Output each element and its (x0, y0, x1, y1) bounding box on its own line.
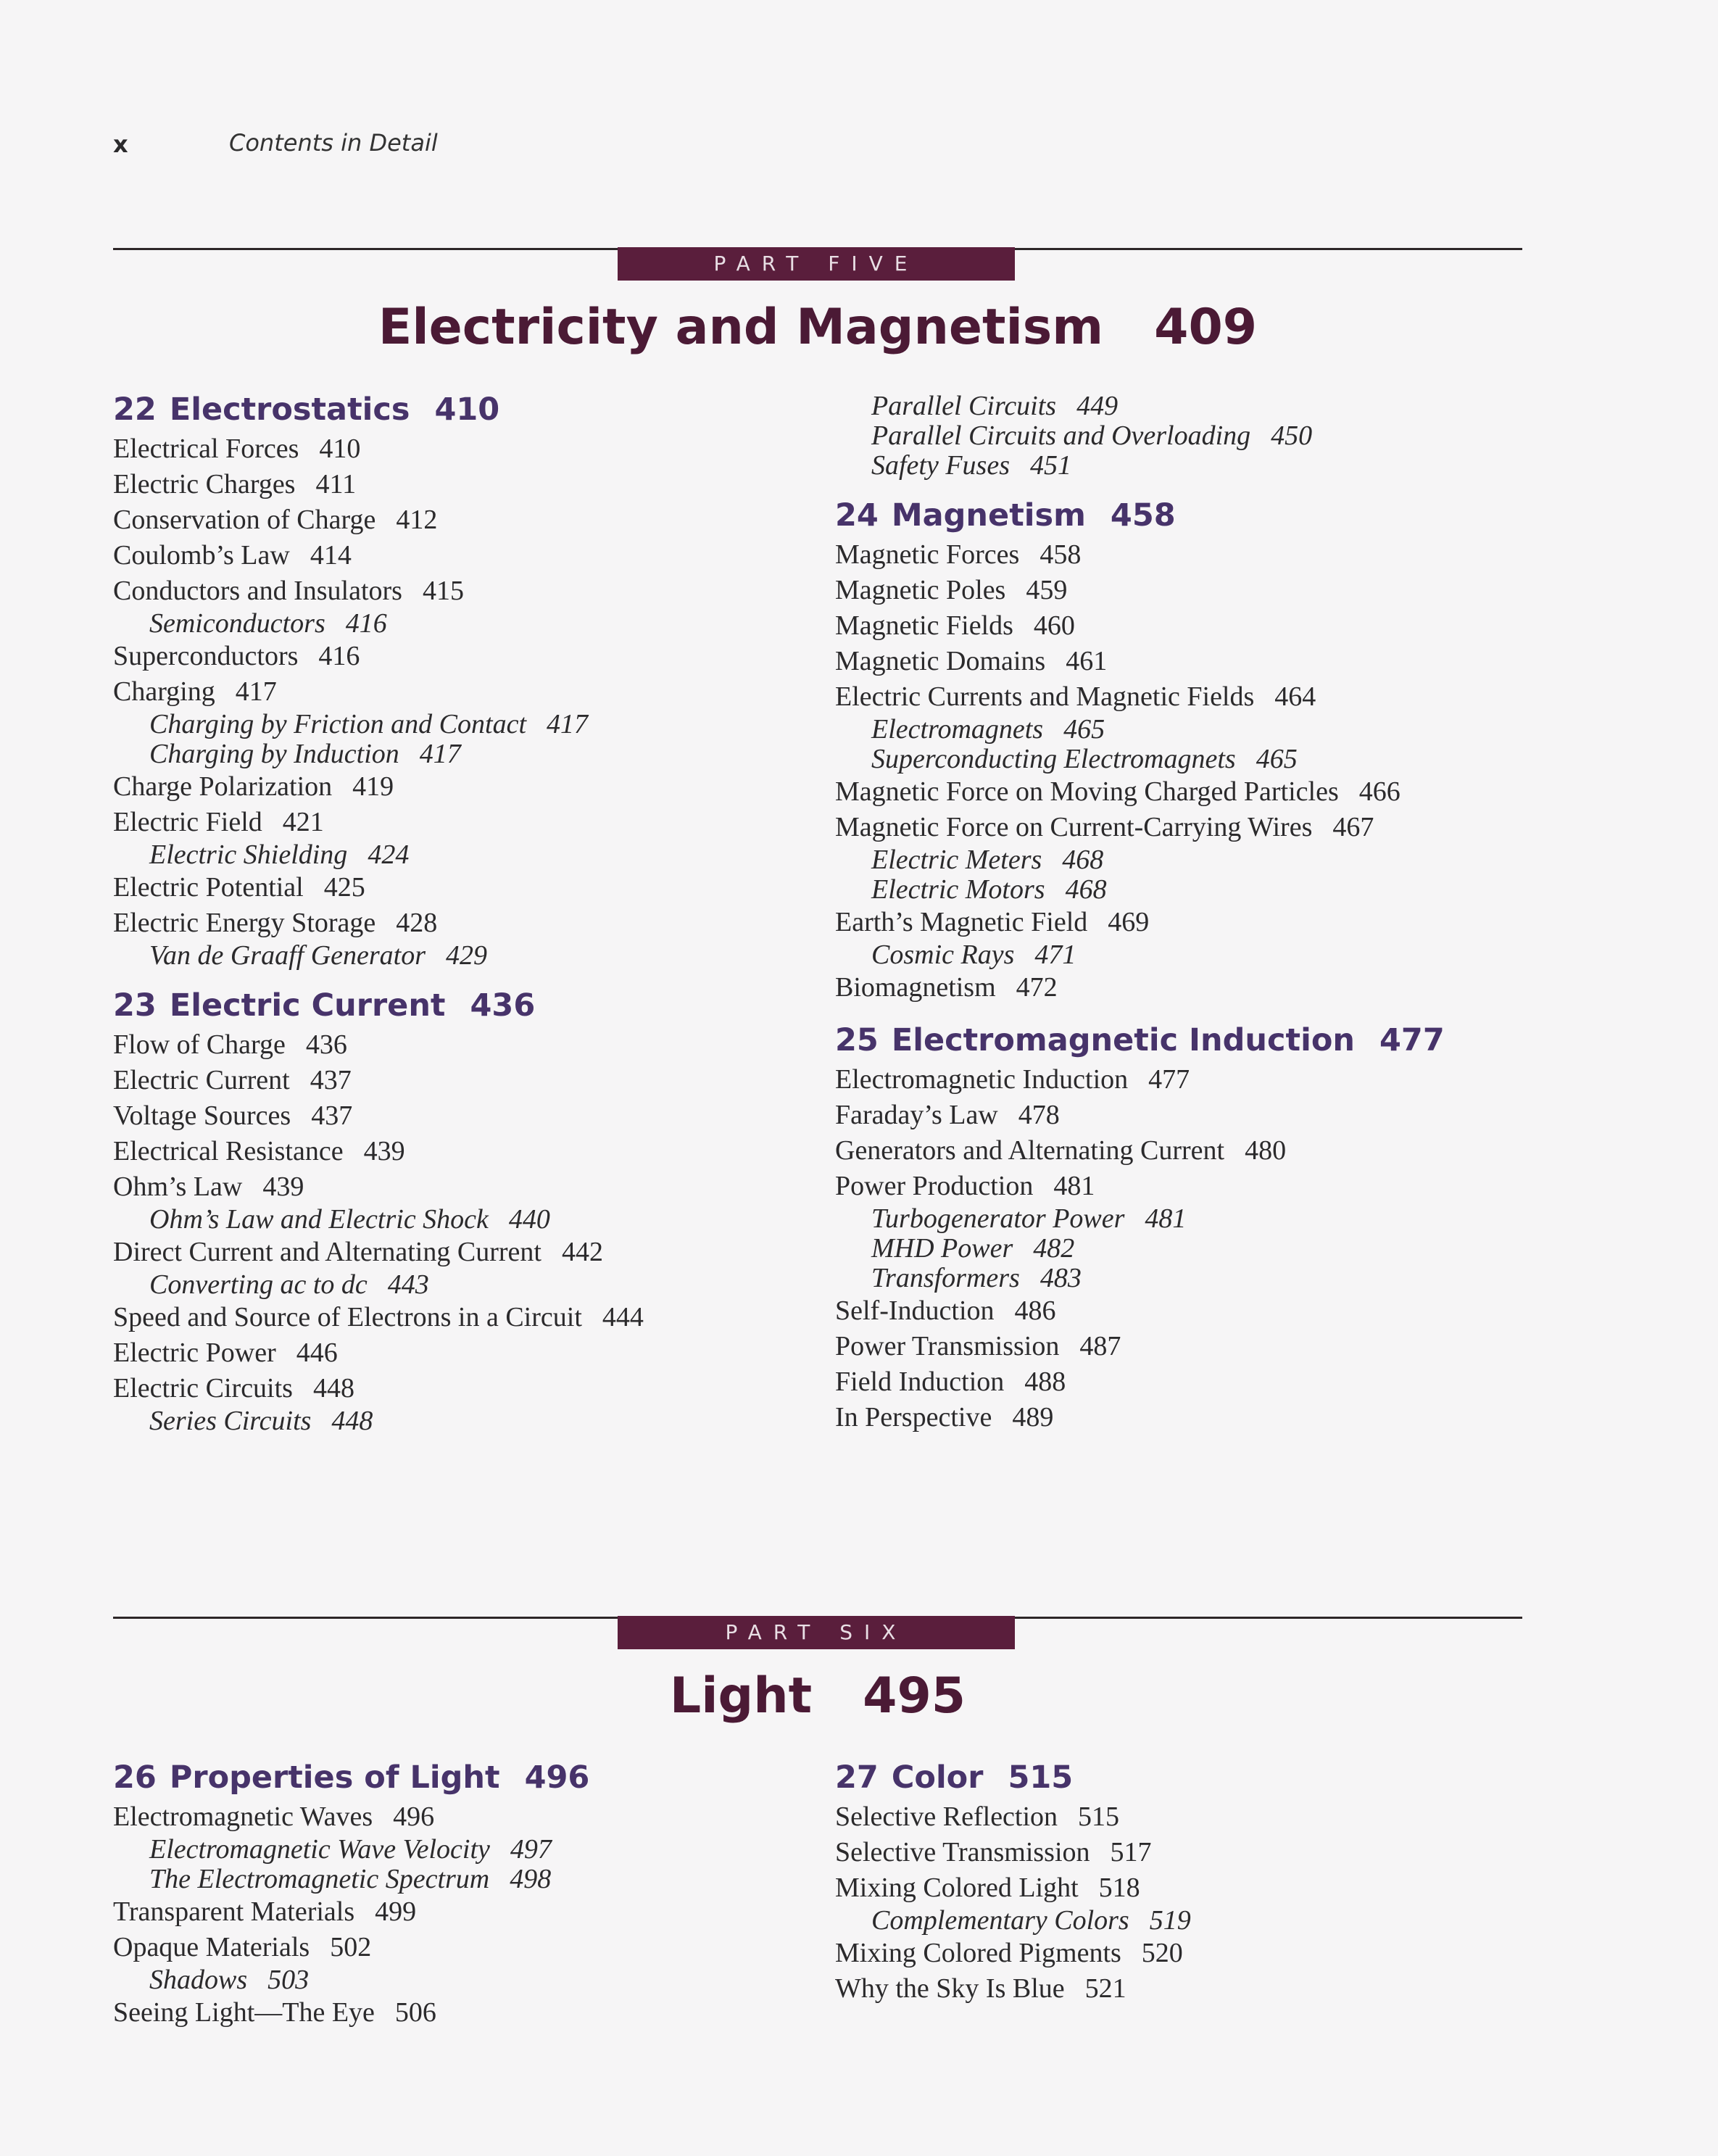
entry-page: 440 (508, 1204, 550, 1235)
chapter-number: 24 (835, 497, 879, 534)
entry-page: 437 (310, 1065, 352, 1095)
entry-page: 417 (419, 739, 461, 769)
entry-title: Superconducting Electromagnets (871, 744, 1236, 774)
entry-page: 414 (310, 540, 352, 571)
entry-title: Self-Induction (835, 1295, 995, 1326)
entry-title: Direct Current and Alternating Current (113, 1237, 541, 1267)
entry-title: Magnetic Domains (835, 646, 1046, 676)
toc-entry (113, 769, 838, 805)
entry-title: Electric Energy Storage (113, 908, 376, 938)
entry-title: Biomagnetism (835, 972, 996, 1003)
entry-page: 519 (1149, 1905, 1191, 1936)
toc-subentry (835, 1234, 1560, 1264)
entry-title: Series Circuits (149, 1406, 312, 1436)
entry-title: Electric Currents and Magnetic Fields (835, 681, 1255, 712)
entry-title: Electric Shielding (149, 839, 348, 870)
entry-title: Electric Current (113, 1065, 290, 1095)
toc-subentry (113, 1205, 838, 1235)
toc-entry (835, 1364, 1560, 1400)
part-title-text: Light (669, 1667, 813, 1725)
entry-page: 425 (323, 872, 365, 903)
entry-page: 446 (296, 1338, 338, 1368)
entry-title: Electromagnets (871, 714, 1044, 745)
entry-title: The Electromagnetic Spectrum (149, 1864, 490, 1894)
toc-subentry (835, 845, 1560, 875)
toc-entry (113, 1098, 838, 1134)
part-five-banner: PART FIVE (618, 247, 1015, 281)
toc-subentry (113, 1865, 838, 1894)
toc-entry (835, 1293, 1560, 1329)
entry-page: 421 (282, 807, 324, 837)
entry-page: 450 (1271, 420, 1313, 451)
entry-title: Charging (113, 676, 215, 707)
toc-entry (113, 1371, 838, 1406)
chapter-number: 26 (113, 1759, 157, 1796)
entry-title: Conservation of Charge (113, 505, 376, 535)
chapter-page: 458 (1110, 497, 1176, 534)
entry-page: 480 (1245, 1135, 1287, 1166)
chapter-heading (113, 388, 838, 431)
part-five-left-column (113, 388, 838, 1436)
toc-entry (835, 1098, 1560, 1133)
entry-title: Voltage Sources (113, 1100, 291, 1131)
entry-page: 458 (1039, 539, 1082, 570)
entry-page: 483 (1039, 1263, 1082, 1293)
toc-entry (113, 1063, 838, 1098)
toc-entry (835, 774, 1560, 810)
entry-page: 482 (1033, 1233, 1075, 1264)
entry-title: Selective Reflection (835, 1801, 1058, 1832)
chapter-title: Color (891, 1759, 984, 1796)
toc-entry (113, 1027, 838, 1063)
toc-subentry (113, 1835, 838, 1865)
toc-subentry (113, 840, 838, 870)
chapter-title: Electromagnetic Induction (891, 1022, 1355, 1058)
toc-entry (835, 970, 1560, 1006)
entry-title: Electric Potential (113, 872, 304, 903)
toc-subentry (113, 941, 838, 971)
entry-title: Parallel Circuits and Overloading (871, 420, 1251, 451)
entry-page: 424 (368, 839, 410, 870)
entry-page: 411 (315, 469, 357, 499)
entry-page: 465 (1256, 744, 1298, 774)
toc-entry (835, 1835, 1560, 1870)
entry-page: 517 (1110, 1837, 1152, 1867)
toc-entry (835, 810, 1560, 845)
page-number: x (113, 130, 128, 158)
entry-page: 416 (318, 641, 360, 671)
toc-entry (113, 805, 838, 840)
entry-page: 436 (305, 1029, 347, 1060)
entry-page: 464 (1274, 681, 1316, 712)
entry-page: 439 (363, 1136, 405, 1166)
toc-subentry (835, 391, 1560, 421)
entry-title: Mixing Colored Light (835, 1873, 1079, 1903)
toc-subentry (835, 1906, 1560, 1936)
entry-page: 417 (547, 709, 589, 739)
entry-title: Power Production (835, 1171, 1034, 1201)
entry-page: 443 (387, 1269, 429, 1300)
chapter-heading (835, 1756, 1560, 1799)
entry-page: 428 (396, 908, 438, 938)
entry-title: Conductors and Insulators (113, 576, 402, 606)
entry-title: Electromagnetic Wave Velocity (149, 1834, 490, 1865)
entry-page: 449 (1076, 391, 1119, 421)
toc-entry (835, 1971, 1560, 2007)
chapter-heading (113, 984, 838, 1027)
entry-page: 417 (235, 676, 277, 707)
toc-entry (113, 467, 838, 502)
entry-page: 506 (394, 1997, 436, 2028)
toc-entry (113, 1799, 838, 1835)
toc-entry (113, 1169, 838, 1205)
entry-page: 502 (330, 1932, 372, 1962)
toc-entry (113, 573, 838, 609)
part-five-title (113, 299, 1522, 356)
entry-title: Charge Polarization (113, 771, 333, 802)
toc-subentry (113, 739, 838, 769)
entry-page: 439 (262, 1172, 304, 1202)
entry-page: 451 (1030, 450, 1072, 481)
entry-title: Electric Circuits (113, 1373, 293, 1404)
entry-page: 499 (375, 1896, 417, 1927)
toc-subentry (835, 451, 1560, 481)
entry-title: Field Induction (835, 1367, 1005, 1397)
chapter-page: 515 (1008, 1759, 1074, 1796)
entry-title: Charging by Induction (149, 739, 399, 769)
entry-page: 497 (510, 1834, 552, 1865)
chapter-title: Electric Current (169, 987, 446, 1024)
toc-entry (113, 538, 838, 573)
toc-entry (113, 431, 838, 467)
entry-page: 503 (267, 1965, 310, 1995)
entry-page: 469 (1108, 907, 1150, 937)
toc-entry (835, 1400, 1560, 1435)
entry-title: Electromagnetic Induction (835, 1064, 1129, 1095)
entry-title: Shadows (149, 1965, 248, 1995)
toc-entry (113, 905, 838, 941)
toc-subentry (113, 1406, 838, 1436)
entry-page: 442 (561, 1237, 603, 1267)
entry-page: 468 (1062, 845, 1104, 875)
entry-title: Electric Charges (113, 469, 296, 499)
part-title-page: 495 (863, 1667, 966, 1725)
entry-page: 459 (1026, 575, 1068, 605)
chapter-number: 23 (113, 987, 157, 1024)
entry-title: Electric Meters (871, 845, 1042, 875)
entry-page: 481 (1145, 1203, 1187, 1234)
entry-page: 467 (1332, 812, 1374, 842)
entry-page: 444 (602, 1302, 644, 1332)
toc-subentry (835, 715, 1560, 745)
toc-entry (113, 674, 838, 710)
chapter-page: 410 (434, 391, 500, 428)
toc-entry (113, 1894, 838, 1930)
entry-page: 472 (1016, 972, 1058, 1003)
toc-subentry (835, 1264, 1560, 1293)
entry-title: Charging by Friction and Contact (149, 709, 527, 739)
toc-entry (835, 537, 1560, 573)
entry-title: Speed and Source of Electrons in a Circuit (113, 1302, 582, 1332)
toc-subentry (113, 710, 838, 739)
chapter-number: 22 (113, 391, 157, 428)
entry-title: Electrical Resistance (113, 1136, 344, 1166)
chapter-page: 436 (470, 987, 536, 1024)
part-six-title (113, 1667, 1522, 1725)
entry-page: 415 (422, 576, 464, 606)
entry-title: Seeing Light—The Eye (113, 1997, 375, 2028)
chapter-heading (113, 1756, 838, 1799)
chapter-number: 25 (835, 1022, 879, 1058)
entry-page: 448 (331, 1406, 373, 1436)
entry-page: 437 (311, 1100, 353, 1131)
toc-subentry (835, 1204, 1560, 1234)
chapter-title: Magnetism (891, 497, 1086, 534)
toc-entry (835, 1062, 1560, 1098)
entry-page: 468 (1065, 874, 1107, 905)
entry-title: MHD Power (871, 1233, 1013, 1264)
entry-page: 448 (312, 1373, 354, 1404)
toc-entry (835, 905, 1560, 940)
entry-title: Parallel Circuits (871, 391, 1057, 421)
entry-title: Generators and Alternating Current (835, 1135, 1225, 1166)
toc-subentry (835, 940, 1560, 970)
entry-title: Transparent Materials (113, 1896, 355, 1927)
toc-entry (113, 1335, 838, 1371)
entry-title: Earth’s Magnetic Field (835, 907, 1088, 937)
entry-title: Electromagnetic Waves (113, 1801, 373, 1832)
toc-entry (835, 1936, 1560, 1971)
entry-title: Opaque Materials (113, 1932, 310, 1962)
toc-entry (113, 1300, 838, 1335)
chapter-number: 27 (835, 1759, 879, 1796)
part-five-right-column (835, 391, 1560, 1435)
chapter-title: Properties of Light (169, 1759, 500, 1796)
toc-entry (835, 644, 1560, 679)
entry-title: Power Transmission (835, 1331, 1060, 1361)
entry-page: 465 (1063, 714, 1105, 745)
toc-entry (835, 1799, 1560, 1835)
toc-subentry (113, 1270, 838, 1300)
toc-subentry (835, 745, 1560, 774)
entry-title: Complementary Colors (871, 1905, 1129, 1936)
part-six-left-column (113, 1756, 838, 2031)
part-title-text: Electricity and Magnetism (378, 299, 1104, 356)
running-title: Contents in Detail (229, 129, 438, 157)
entry-page: 486 (1014, 1295, 1056, 1326)
part-title-page: 409 (1154, 299, 1258, 356)
entry-page: 488 (1024, 1367, 1066, 1397)
entry-title: Magnetic Forces (835, 539, 1020, 570)
entry-page: 496 (393, 1801, 435, 1832)
entry-page: 478 (1018, 1100, 1060, 1130)
entry-title: Electrical Forces (113, 434, 299, 464)
part-six-right-column (835, 1756, 1560, 2007)
toc-entry (835, 1133, 1560, 1169)
entry-title: Superconductors (113, 641, 299, 671)
entry-page: 471 (1034, 940, 1076, 970)
entry-page: 518 (1098, 1873, 1140, 1903)
entry-page: 416 (345, 608, 387, 639)
toc-entry (113, 1930, 838, 1965)
entry-title: Mixing Colored Pigments (835, 1938, 1121, 1968)
entry-title: Turbogenerator Power (871, 1203, 1125, 1234)
part-six-banner: PART SIX (618, 1616, 1015, 1649)
toc-subentry (113, 609, 838, 639)
toc-entry (113, 1134, 838, 1169)
chapter-heading (835, 494, 1560, 537)
toc-entry (113, 639, 838, 674)
entry-page: 520 (1141, 1938, 1183, 1968)
toc-entry (113, 1235, 838, 1270)
entry-title: Electric Field (113, 807, 262, 837)
entry-page: 489 (1012, 1402, 1054, 1433)
chapter-heading (835, 1019, 1560, 1062)
entry-title: Magnetic Force on Moving Charged Particles (835, 776, 1339, 807)
entry-page: 410 (319, 434, 361, 464)
toc-entry (113, 502, 838, 538)
entry-title: Selective Transmission (835, 1837, 1090, 1867)
entry-page: 498 (510, 1864, 552, 1894)
entry-title: In Perspective (835, 1402, 992, 1433)
entry-page: 487 (1079, 1331, 1121, 1361)
toc-subentry (835, 875, 1560, 905)
entry-title: Magnetic Poles (835, 575, 1006, 605)
entry-page: 515 (1078, 1801, 1120, 1832)
entry-title: Electric Motors (871, 874, 1045, 905)
entry-title: Magnetic Fields (835, 610, 1013, 641)
entry-page: 460 (1033, 610, 1075, 641)
entry-title: Safety Fuses (871, 450, 1011, 481)
entry-title: Coulomb’s Law (113, 540, 290, 571)
toc-subentry (113, 1965, 838, 1995)
entry-page: 429 (446, 940, 488, 971)
entry-title: Why the Sky Is Blue (835, 1973, 1065, 2004)
entry-page: 481 (1053, 1171, 1095, 1201)
chapter-title: Electrostatics (169, 391, 410, 428)
entry-page: 466 (1358, 776, 1400, 807)
entry-page: 477 (1148, 1064, 1190, 1095)
toc-subentry (835, 421, 1560, 451)
toc-entry (113, 870, 838, 905)
entry-title: Converting ac to dc (149, 1269, 368, 1300)
entry-page: 419 (352, 771, 394, 802)
entry-title: Transformers (871, 1263, 1020, 1293)
entry-title: Cosmic Rays (871, 940, 1015, 970)
entry-title: Semiconductors (149, 608, 325, 639)
entry-title: Flow of Charge (113, 1029, 286, 1060)
entry-page: 461 (1066, 646, 1108, 676)
toc-entry (835, 679, 1560, 715)
entry-title: Van de Graaff Generator (149, 940, 426, 971)
toc-entry (113, 1995, 838, 2031)
entry-title: Magnetic Force on Current-Carrying Wires (835, 812, 1313, 842)
toc-entry (835, 573, 1560, 608)
entry-title: Ohm’s Law and Electric Shock (149, 1204, 489, 1235)
entry-title: Ohm’s Law (113, 1172, 243, 1202)
toc-entry (835, 608, 1560, 644)
entry-title: Faraday’s Law (835, 1100, 998, 1130)
toc-entry (835, 1870, 1560, 1906)
entry-page: 412 (396, 505, 438, 535)
toc-entry (835, 1329, 1560, 1364)
chapter-page: 496 (524, 1759, 590, 1796)
entry-page: 521 (1084, 1973, 1126, 2004)
entry-title: Electric Power (113, 1338, 276, 1368)
toc-entry (835, 1169, 1560, 1204)
chapter-page: 477 (1379, 1022, 1445, 1058)
